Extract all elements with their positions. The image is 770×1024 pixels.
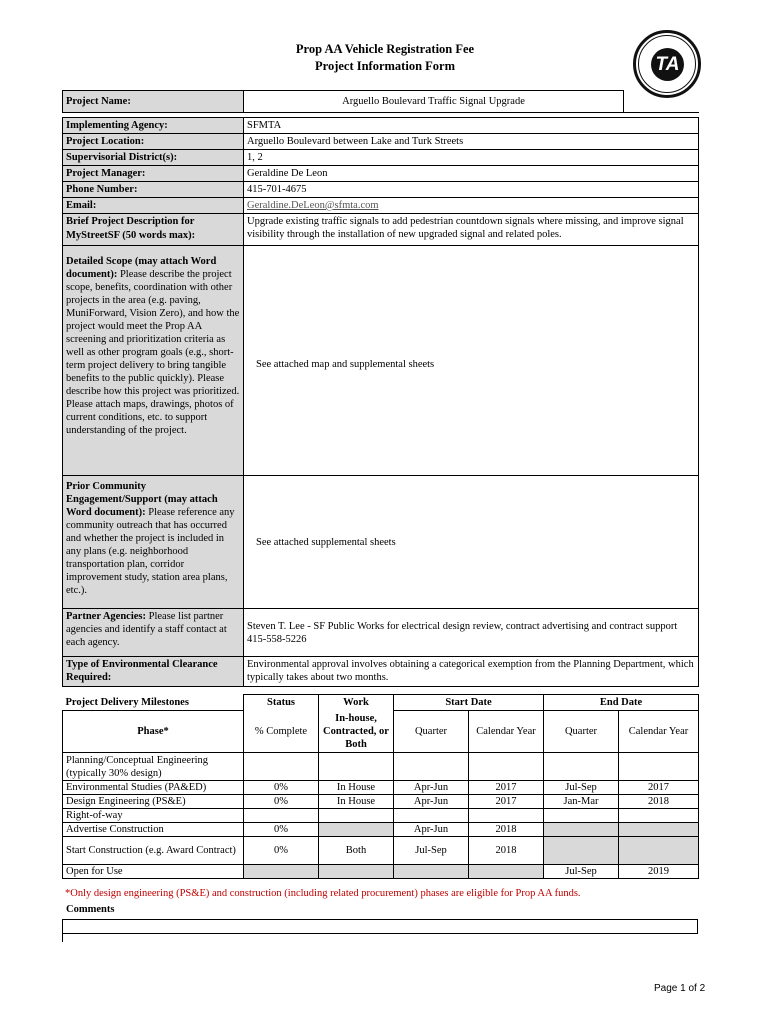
logo-letters: TA [651, 48, 684, 81]
phase-cell: Design Engineering (PS&E) [63, 795, 244, 809]
end-quarter-cell: Jul-Sep [544, 865, 619, 879]
phase-cell: Right-of-way [63, 809, 244, 823]
end-quarter-cell: Jul-Sep [544, 781, 619, 795]
community-label [63, 476, 244, 609]
complete-cell [244, 865, 319, 879]
env-value: Environmental approval involves obtaining a categorical exemption from the Planning Department, which typically takes about two months. [244, 657, 699, 687]
start-year-cell [469, 753, 544, 781]
district-value: 1, 2 [244, 150, 699, 166]
email-link[interactable]: Geraldine.DeLeon@sfmta.com [247, 200, 379, 211]
partner-line-2: 415-558-5226 [247, 633, 307, 645]
partner-value [244, 609, 699, 657]
project-info-table [62, 90, 699, 687]
phase-cell: Open for Use [63, 865, 244, 879]
start-quarter-cell: Apr-Jun [394, 823, 469, 837]
phone-label: Phone Number: [63, 182, 244, 198]
work-cell: In House [319, 795, 394, 809]
end-quarter-cell [544, 753, 619, 781]
district-label: Supervisorial District(s): [63, 150, 244, 166]
work-detail-header: In-house, Contracted, or Both [319, 711, 394, 753]
milestones-title: Project Delivery Milestones [65, 696, 189, 708]
comments-box[interactable] [62, 919, 698, 934]
start-quarter-cell: Apr-Jun [394, 795, 469, 809]
comments-label: Comments [66, 904, 115, 915]
community-label-bold: Prior Community Engagement/Support (may attach Word document): [66, 481, 218, 518]
location-value: Arguello Boulevard between Lake and Turk Streets [244, 134, 699, 150]
location-label: Project Location: [63, 134, 244, 150]
work-cell: Both [319, 837, 394, 865]
end-quarter-header: Quarter [544, 711, 619, 753]
start-quarter-cell [394, 753, 469, 781]
work-header: Work [319, 695, 394, 711]
eligibility-note: *Only design engineering (PS&E) and construction (including related procurement) phases are eligible for Prop AA funds. [65, 888, 581, 899]
end-year-cell [619, 753, 699, 781]
phase-cell: Start Construction (e.g. Award Contract) [63, 837, 244, 865]
start-year-cell [469, 865, 544, 879]
start-year-cell: 2018 [469, 837, 544, 865]
end-year-cell: 2019 [619, 865, 699, 879]
end-year-cell: 2018 [619, 795, 699, 809]
agency-value: SFMTA [244, 118, 699, 134]
partner-label [63, 609, 244, 657]
phase-header: Phase* [63, 711, 244, 753]
phase-cell: Advertise Construction [63, 823, 244, 837]
start-quarter-cell [394, 809, 469, 823]
scope-label [63, 254, 244, 476]
complete-cell [244, 753, 319, 781]
complete-cell: 0% [244, 823, 319, 837]
complete-cell: 0% [244, 837, 319, 865]
spacer [244, 246, 699, 254]
project-name-label: Project Name: [63, 91, 244, 113]
start-quarter-cell: Jul-Sep [394, 837, 469, 865]
work-cell [319, 809, 394, 823]
end-year-cell [619, 823, 699, 837]
complete-header: % Complete [244, 711, 319, 753]
start-year-header: Calendar Year [469, 711, 544, 753]
start-year-cell: 2017 [469, 795, 544, 809]
status-header: Status [244, 695, 319, 711]
spacer [63, 246, 244, 254]
brief-label: Brief Project Description for MyStreetSF (50 words max): [63, 214, 244, 246]
project-name-value: Arguello Boulevard Traffic Signal Upgrade [244, 91, 624, 113]
milestones-table [62, 694, 699, 879]
work-cell [319, 865, 394, 879]
manager-label: Project Manager: [63, 166, 244, 182]
partner-line-1: Steven T. Lee - SF Public Works for electrical design review, contract advertising and contract support [247, 620, 678, 632]
phase-cell: Environmental Studies (PA&ED) [63, 781, 244, 795]
community-label-text: Please reference any community outreach that has occurred and whether the project is included in any plans (e.g. neighborhood transportation plan, corridor improvement study, station area plans, etc.). [66, 507, 235, 596]
start-year-cell: 2018 [469, 823, 544, 837]
work-cell [319, 823, 394, 837]
phase-cell: Planning/Conceptual Engineering (typically 30% design) [63, 753, 244, 781]
env-label: Type of Environmental Clearance Required: [63, 657, 244, 687]
end-quarter-cell: Jan-Mar [544, 795, 619, 809]
comments-divider [62, 934, 63, 942]
scope-label-bold: Detailed Scope (may attach Word document): [66, 255, 217, 280]
start-date-header: Start Date [394, 695, 544, 711]
brief-value: Upgrade existing traffic signals to add pedestrian countdown signals where missing, and improve signal visibility through the installation of new upgraded signal and related poles. [244, 214, 699, 246]
blank-cell [624, 91, 699, 113]
end-quarter-cell [544, 823, 619, 837]
end-year-cell [619, 837, 699, 865]
start-quarter-cell [394, 865, 469, 879]
form-title: Prop AA Vehicle Registration Fee [295, 42, 475, 56]
scope-label-text: Please describe the project scope, benefits, coordination with other projects in the area (e.g. paving, MuniForward, Vision Zero), and how the project would meet the Prop AA screening and prioritization criteria as well as other program goals (e.g., short-term project delivery to bring tangible benefits to the public quickly). Please describe how this project was prioritized. Please attach maps, drawings, photos of current conditions, etc. to support understanding of the project. [66, 268, 240, 436]
end-year-header: Calendar Year [619, 711, 699, 753]
scope-value: See attached map and supplemental sheets [244, 254, 699, 476]
end-quarter-cell [544, 809, 619, 823]
start-year-cell [469, 809, 544, 823]
community-value: See attached supplemental sheets [244, 476, 699, 609]
partner-label-text: Please list partner agencies and identify a staff contact at each agency. [66, 611, 227, 648]
start-quarter-cell: Apr-Jun [394, 781, 469, 795]
phone-value: 415-701-4675 [244, 182, 699, 198]
partner-label-bold: Partner Agencies: [66, 611, 146, 622]
complete-cell [244, 809, 319, 823]
transportation-authority-logo [633, 30, 701, 98]
work-cell: In House [319, 781, 394, 795]
start-quarter-header: Quarter [394, 711, 469, 753]
end-year-cell [619, 809, 699, 823]
manager-value: Geraldine De Leon [244, 166, 699, 182]
end-quarter-cell [544, 837, 619, 865]
page-number: Page 1 of 2 [654, 983, 706, 994]
agency-label: Implementing Agency: [63, 118, 244, 134]
start-year-cell: 2017 [469, 781, 544, 795]
end-year-cell: 2017 [619, 781, 699, 795]
work-cell [319, 753, 394, 781]
complete-cell: 0% [244, 781, 319, 795]
form-subtitle: Project Information Form [314, 59, 455, 73]
email-label: Email: [63, 198, 244, 214]
complete-cell: 0% [244, 795, 319, 809]
end-date-header: End Date [544, 695, 699, 711]
